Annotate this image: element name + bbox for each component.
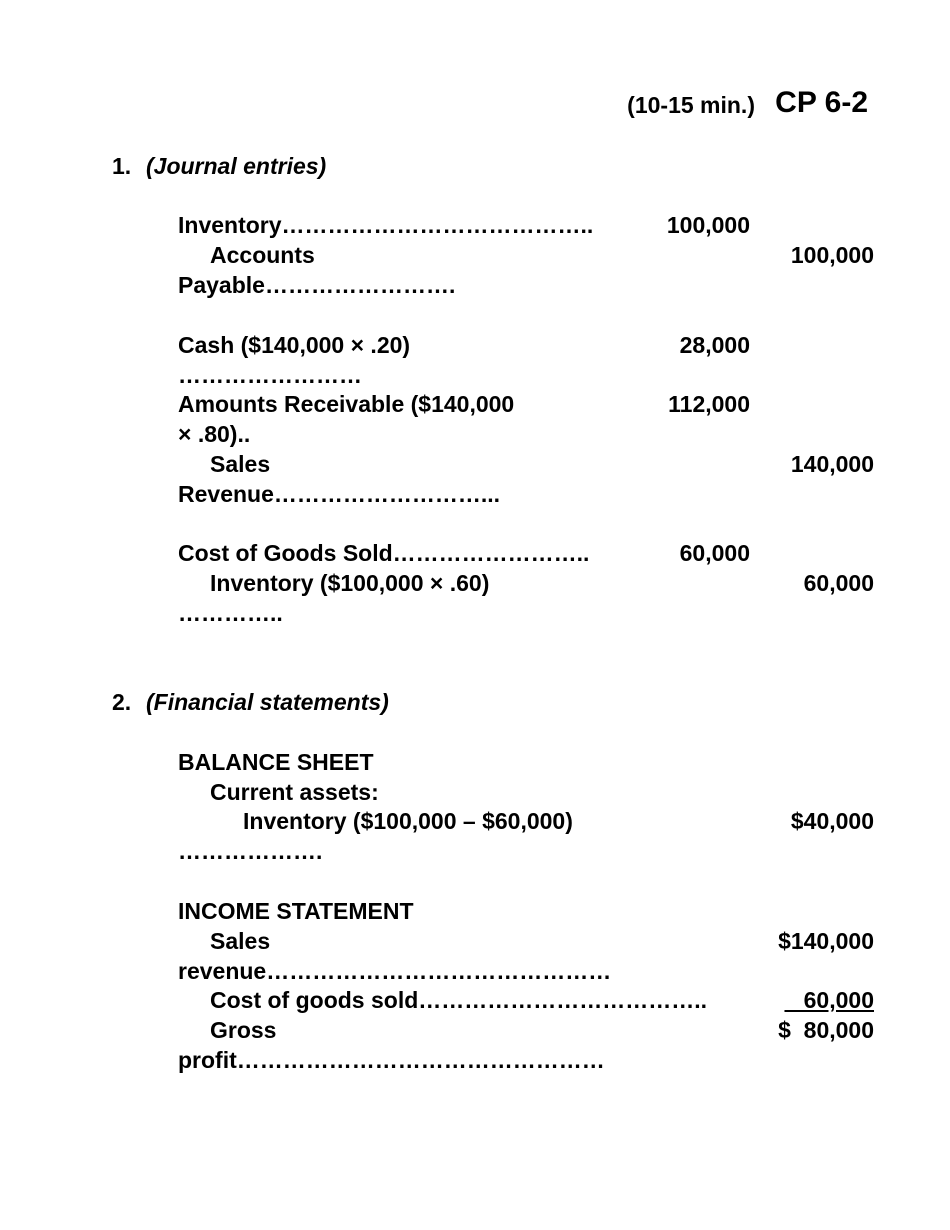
entry-account-cont: Revenue………………………... [178, 481, 501, 507]
entry-account-cont: Payable……………………. [178, 272, 456, 298]
gross-profit-label-cont: profit………………………………………… [178, 1047, 605, 1073]
entry-debit: 60,000 [679, 540, 750, 566]
gross-profit-label: Gross [210, 1017, 277, 1043]
part1-number: 1. [112, 153, 132, 179]
income-statement-heading: INCOME STATEMENT [178, 898, 414, 924]
entry-account: Inventory………………………………….. [178, 212, 594, 238]
part2-number: 2. [112, 689, 132, 715]
entry-account-cont: …………………… [178, 362, 362, 388]
gross-profit-amount: $ 80,000 [778, 1017, 874, 1043]
entry-debit: 28,000 [679, 332, 750, 358]
entry-credit: 100,000 [790, 242, 874, 268]
inventory-line-cont: ………………. [178, 838, 323, 864]
inventory-amount: $40,000 [790, 808, 874, 834]
entry-credit: 140,000 [790, 451, 874, 477]
cogs-amount: 60,000 [784, 987, 874, 1013]
entry-account: Sales [210, 451, 271, 477]
entry-debit: 112,000 [668, 391, 750, 417]
current-assets-heading: Current assets: [210, 779, 379, 805]
part2-title: (Financial statements) [146, 689, 389, 715]
entry-account-cont: × .80).. [178, 421, 251, 447]
sales-revenue-label-cont: revenue……………………………………… [178, 958, 612, 984]
cogs-label: Cost of goods sold……………………………….. [210, 987, 708, 1013]
entry-account: Amounts Receivable ($140,000 [178, 391, 515, 417]
part1-title: (Journal entries) [146, 153, 327, 179]
inventory-line: Inventory ($100,000 – $60,000) [243, 808, 573, 834]
balance-sheet-heading: BALANCE SHEET [178, 749, 374, 775]
time-estimate: (10-15 min.) [627, 92, 755, 118]
entry-account: Cash ($140,000 × .20) [178, 332, 411, 358]
problem-id: CP 6-2 [775, 86, 868, 119]
sales-revenue-amount: $140,000 [778, 928, 874, 954]
entry-account: Inventory ($100,000 × .60) [210, 570, 490, 596]
entry-account-cont: ………….. [178, 600, 283, 626]
sales-revenue-label: Sales [210, 928, 271, 954]
entry-account: Accounts [210, 242, 315, 268]
entry-credit: 60,000 [803, 570, 874, 596]
entry-debit: 100,000 [666, 212, 750, 238]
entry-account: Cost of Goods Sold…………………….. [178, 540, 590, 566]
